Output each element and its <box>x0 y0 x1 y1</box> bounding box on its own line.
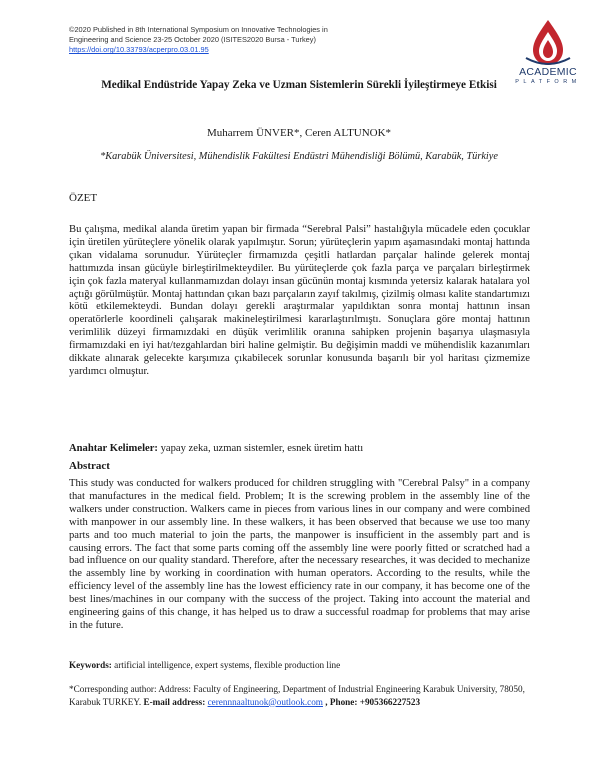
header-line-2: Engineering and Science 23-25 October 2020 (ISITES2020 Bursa - Turkey) <box>69 35 316 45</box>
abstract-keywords-label: Keywords: <box>69 660 112 670</box>
email-link[interactable]: cerennnaaltunok@outlook.com <box>207 696 323 707</box>
paper-title: Medikal Endüstride Yapay Zeka ve Uzman Sistemlerin Sürekli İyileştirmeye Etkisi <box>101 79 497 91</box>
phone: , Phone: +905366227523 <box>322 696 421 707</box>
doi-link[interactable]: https://doi.org/10.33793/acperpro.03.01.95 <box>69 45 209 55</box>
corresponding-author <box>69 683 530 708</box>
authors: Muharrem ÜNVER*, Ceren ALTUNOK* <box>206 127 392 139</box>
affiliation: *Karabük Üniversitesi, Mühendislik Fakültesi Endüstri Mühendisliği Bölümü, Karabük, Türkiye <box>100 151 498 162</box>
ozet-heading: ÖZET <box>69 192 98 204</box>
logo-drop-icon <box>506 18 590 68</box>
logo-sub: PLATFORM <box>515 79 581 85</box>
ozet-keywords-label: Anahtar Kelimeler: <box>69 443 158 454</box>
header-line-1: ©2020 Published in 8th International Symposium on Innovative Technologies in <box>69 25 328 34</box>
logo-name: ACADEMIC <box>519 66 577 78</box>
abstract-keywords-text: artificial intelligence, expert systems, flexible production line <box>111 660 341 670</box>
abstract-heading: Abstract <box>69 460 110 472</box>
abstract-keywords <box>69 660 530 670</box>
ozet-keywords-text: yapay zeka, uzman sistemler, esnek üretim hattı <box>157 443 364 454</box>
ozet-text: Bu çalışma, medikal alanda üretim yapan bir firmada “Serebral Palsi” hastalığıyla mücadele eden çocuklar için üretilen yürüteçlere yönelik olarak yapılmıştır. Sorun; yürüteçlerin yapım aşamasındaki montaj hattında çıkan vidalama sorunudur. Yürüteçler firmamızda çeşitli hatlardan parçalar halinde gelerek montaj hattımızda insan gücüyle birleştirilmekteydiler. Bu yürüteçlerde çok fazla parça ve parçaları birleştirmek için çok fazla materyal kullanmamızdan dolayı insan gücünün montaj kısmında yetersiz kalarak hatalara yol açtığı görülmüştür. Montaj hattından çıkan bazı parçaların zayıf takılmış, çizilmiş olması kalite standartımızı kötü etkilemekteydi. Bundan dolayı gerekli araştırmalar yapıldıktan sonra montaj hattının insan operatörlerle koordineli çalışarak makineleştirilmesi kararlaştırılmıştı. Sonuçlara göre montaj hattının verimlilik düzeyi firmamızdaki en düşük verimlilik oranına sahipken projenin başarıya ulaşmasıyla firmamızdaki en iyi hat/tezgahlardan biri haline gelmiştir. Bu değişimin maddi ve mühendislik kazanımları dikkate alınarak gelecekte karşımıza çıkabilecek sorunlar konusunda başarılı bir yol haritası çizmemize yardımcı olmuştur. <box>69 224 530 377</box>
corresponding-text: *Corresponding author: Address: Faculty of Engineering, Department of Industrial Engineering Karabuk University, 78050, Karabuk TURKEY. <box>69 684 525 707</box>
abstract-text: This study was conducted for walkers produced for children struggling with "Cerebral Palsy" in a company that manufactures in the medical field. Problem; It is the screwing problem in the assembly line of the walkers under construction. Walkers came in pieces from various lines in our company and were combined with manpower in our assembly line. In these walkers, it has been observed that because we use too many parts and too much material to join the parts, the manpower is insufficient in the assembly part and is causing errors. The fact that some parts coming off the assembly line were poorly fitted or scratched had a bad influence on our quality standard. Therefore, after the necessary researches, it was decided to mechanize the assembly line by working in coordination with human operators. According to the results, while the efficiency level of the assembly line has the lowest efficiency rate in our company, it has become one of the best lines/machines in our company with the success of the project. Taking into account the material and engineering gains of this change, it has helped us to draw a successful roadmap for problems that may arise in the future. <box>69 478 530 631</box>
ozet-keywords <box>69 443 530 454</box>
publication-header <box>69 25 399 56</box>
email-label: E-mail address: <box>143 696 206 707</box>
